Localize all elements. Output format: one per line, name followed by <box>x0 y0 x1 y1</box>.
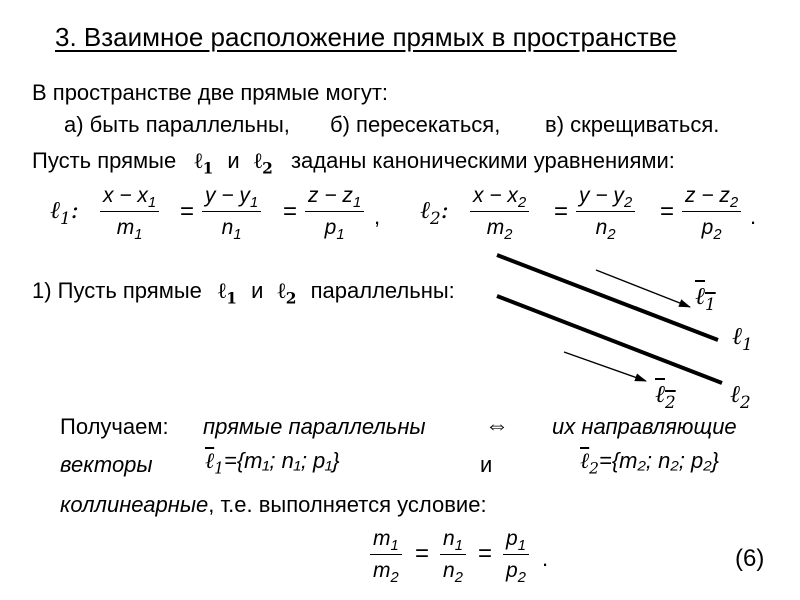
line2-eq-label: ℓ$_2$: <box>420 196 449 228</box>
line1-frac-x: $\frac{x - x_1}{m_1}$ <box>100 185 159 238</box>
result-statement: прямые параллельны <box>203 414 426 439</box>
formula-number: (6) <box>735 545 765 572</box>
line1-eq-label: ℓ$_1$: <box>50 196 79 228</box>
case1-line1-symbol: ℓ$_1$ <box>218 278 237 308</box>
line2-symbol: ℓ$_2$ <box>253 148 273 178</box>
result-and: и <box>480 452 493 477</box>
formula6-frac-p: $\frac{p_1}{p_2}$ <box>503 528 529 581</box>
canonical-suffix: заданы каноническими уравнениями: <box>290 148 675 173</box>
equivalence-symbol: ⇔ <box>485 412 509 439</box>
equals-sign: = <box>283 198 298 225</box>
line-l2 <box>497 296 722 383</box>
formula6-frac-n: $\frac{n_1}{n_2}$ <box>440 528 466 581</box>
case1-line2-symbol: ℓ$_2$ <box>277 278 297 308</box>
vector-l1-coordinates: ℓ$_1$={m₁; n₁; p₁} <box>205 448 340 478</box>
line1-symbol: ℓ$_1$ <box>194 148 214 178</box>
line1-frac-z: $\frac{z - z_1}{p_1}$ <box>305 185 364 238</box>
vector-l2-label: ℓ$_2$ <box>655 380 676 412</box>
line1-frac-y: $\frac{y - y_1}{n_1}$ <box>202 185 261 238</box>
case1-prefix: 1) Пусть прямые <box>32 278 202 303</box>
equals-sign: = <box>180 198 195 225</box>
case1-suffix: параллельны: <box>310 278 455 303</box>
formula6-end: . <box>542 546 549 571</box>
option-c: в) скрещиваться. <box>545 112 720 137</box>
line2-frac-x: $\frac{x - x_2}{m_2}$ <box>470 185 529 238</box>
result-condition: , т.е. выполняется условие: <box>208 492 487 517</box>
line-l1 <box>497 255 718 340</box>
formula6-frac-m: $\frac{m_1}{m_2}$ <box>370 528 402 581</box>
line1-eq-end: , <box>374 204 381 229</box>
direction-vector-l1-arrow <box>596 270 690 307</box>
canonical-and: и <box>227 148 240 173</box>
vector-l2-coordinates: ℓ$_2$={m₂; n₂; p₂} <box>580 448 719 478</box>
result-their: их направляющие <box>552 414 737 439</box>
equals-sign: = <box>660 198 675 225</box>
canonical-prefix: Пусть прямые <box>32 148 177 173</box>
equals-sign: = <box>415 540 430 567</box>
line-l1-label: ℓ$_1$ <box>732 322 753 354</box>
result-condition-line <box>60 492 487 518</box>
vector-l1-label: ℓ$_1$ <box>695 282 716 314</box>
direction-vector-l2-arrow <box>564 352 646 381</box>
line2-frac-y: $\frac{y - y_2}{n_2}$ <box>576 185 635 238</box>
case1-and: и <box>251 278 264 303</box>
line2-eq-end: . <box>750 204 757 229</box>
intro-text: В пространстве две прямые могут: <box>32 80 389 105</box>
result-vectors: векторы <box>60 452 153 477</box>
result-got: Получаем: <box>60 414 169 439</box>
option-a: а) быть параллельны, <box>64 112 290 137</box>
equals-sign: = <box>554 198 569 225</box>
option-b: б) пересекаться, <box>330 112 501 137</box>
equals-sign: = <box>478 540 493 567</box>
line2-frac-z: $\frac{z - z_2}{p_2}$ <box>682 185 741 238</box>
result-collinear: коллинеарные <box>60 492 209 517</box>
line-l2-label: ℓ$_2$ <box>730 380 751 412</box>
page-title: 3. Взаимное расположение прямых в пространстве <box>55 22 677 52</box>
